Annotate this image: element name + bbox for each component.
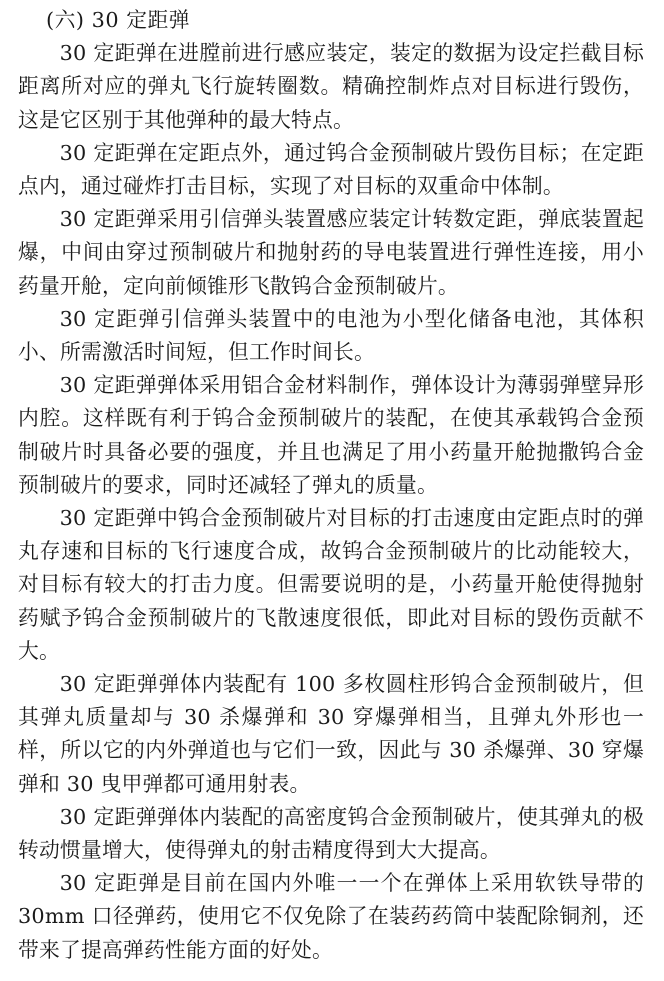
document-page (18, 4, 644, 967)
paragraph-1: 30 定距弹在进膛前进行感应装定，装定的数据为设定拦截目标距离所对应的弹丸飞行旋转圈数。精确控制炸点对目标进行毁伤，这是它区别于其他弹种的最大特点。 (18, 41, 644, 132)
paragraph-2: 30 定距弹在定距点外，通过钨合金预制破片毁伤目标；在定距点内，通过碰炸打击目标，实现了对目标的双重命中体制。 (18, 140, 644, 199)
paragraph-4: 30 定距弹引信弹头装置中的电池为小型化储备电池，其体积小、所需激活时间短，但工作时间长。 (18, 306, 644, 365)
section-heading: (六) 30 定距弹 (46, 8, 191, 32)
paragraph-6: 30 定距弹中钨合金预制破片对目标的打击速度由定距点时的弹丸存速和目标的飞行速度合成，故钨合金预制破片的比动能较大，对目标有较大的打击力度。但需要说明的是，小药量开舱使得抛射药赋予钨合金预制破片的飞散速度很低，即此对目标的毁伤贡献不大。 (18, 506, 644, 663)
paragraph-7: 30 定距弹弹体内装配有 100 多枚圆柱形钨合金预制破片，但其弹丸质量却与 30 杀爆弹和 30 穿爆弹相当，且弹丸外形也一样，所以它的内外弹道也与它们一致，因此与 30 杀爆弹、30 穿爆弹和 30 曳甲弹都可通用射表。 (18, 672, 644, 796)
paragraph-8: 30 定距弹弹体内装配的高密度钨合金预制破片，使其弹丸的极转动惯量增大，使得弹丸的射击精度得到大大提高。 (18, 804, 644, 863)
paragraph-9: 30 定距弹是目前在国内外唯一一个在弹体上采用软铁导带的 30mm 口径弹药，使用它不仅免除了在装药药筒中装配除铜剂，还带来了提高弹药性能方面的好处。 (18, 871, 644, 962)
paragraph-5: 30 定距弹弹体采用铝合金材料制作，弹体设计为薄弱弹壁异形内腔。这样既有利于钨合金预制破片的装配，在使其承载钨合金预制破片时具备必要的强度，并且也满足了用小药量开舱抛撒钨合金预制破片的要求，同时还减轻了弹丸的质量。 (18, 373, 644, 497)
paragraph-3: 30 定距弹采用引信弹头装置感应装定计转数定距，弹底装置起爆，中间由穿过预制破片和抛射药的导电装置进行弹性连接，用小药量开舱，定向前倾锥形飞散钨合金预制破片。 (18, 207, 644, 298)
